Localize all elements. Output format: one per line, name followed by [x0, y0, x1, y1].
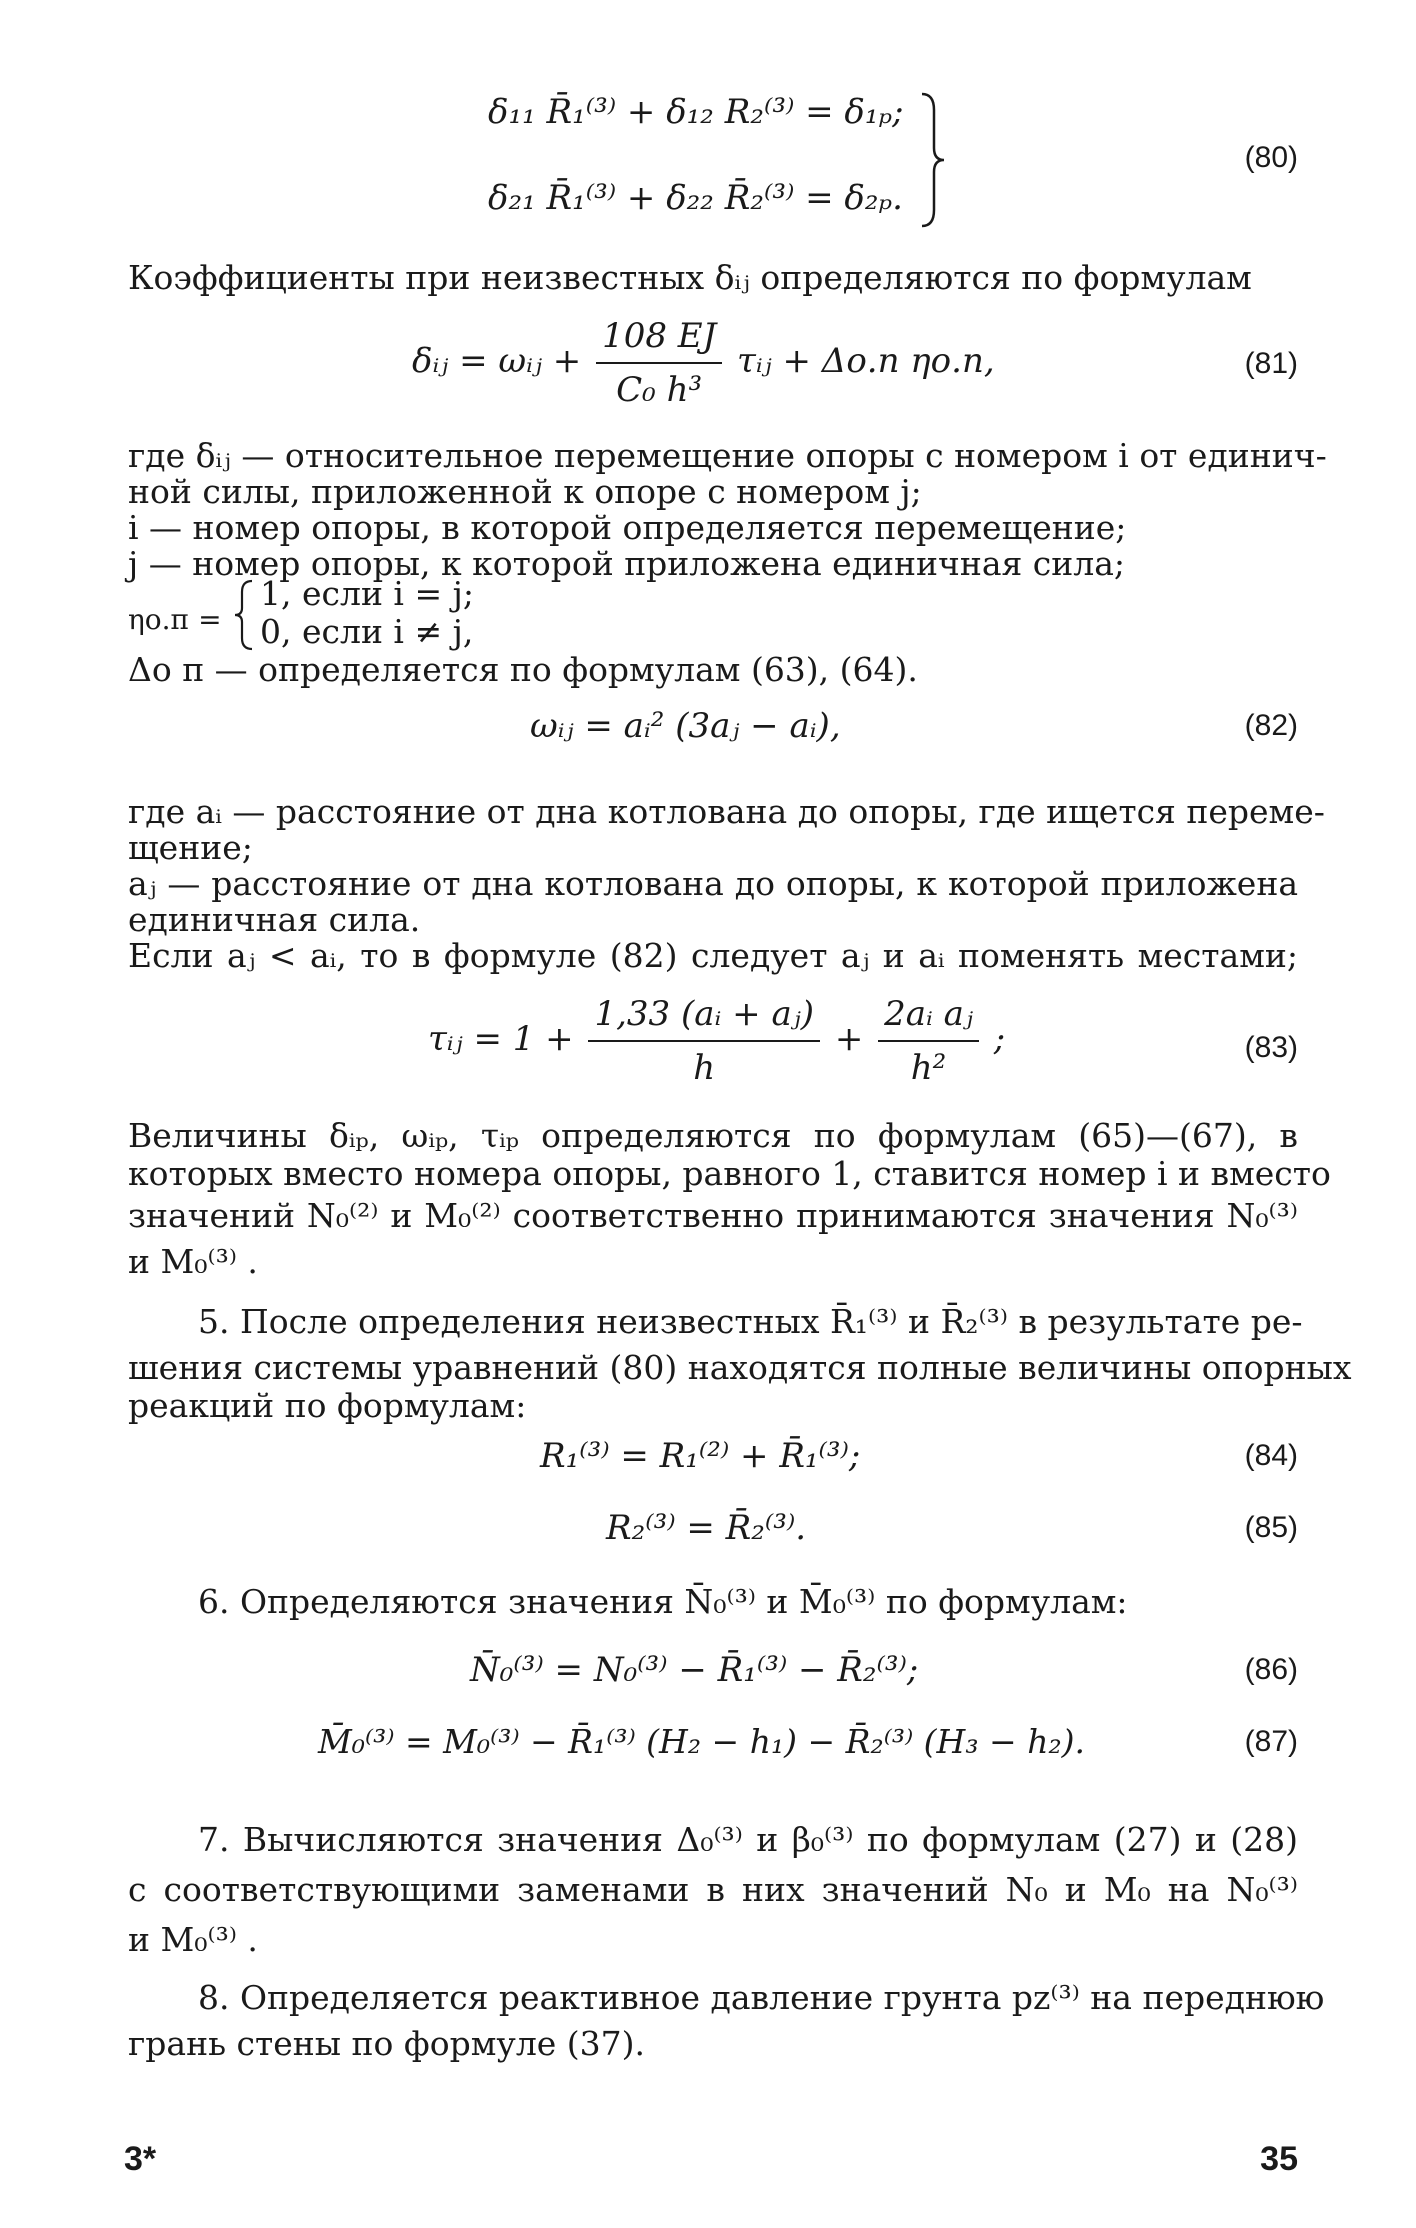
eq85: R₂⁽³⁾ = R̄₂⁽³⁾. [606, 1508, 807, 1548]
ai-line-4: единичная сила. [128, 900, 421, 939]
page-number: 35 [1260, 2140, 1298, 2178]
eq87-number: (87) [1244, 1725, 1298, 1758]
p8-line-2: грань стены по формуле (37). [128, 2024, 646, 2063]
p7-line-1: 7. Вычисляются значения Δ₀⁽³⁾ и β₀⁽³⁾ по формулам (27) и (28) [198, 1820, 1298, 1859]
eq81 [412, 312, 995, 414]
eta-case-2: 0, если i ≠ j, [260, 612, 474, 651]
eq80-line2: δ₂₁ R̄₁⁽³⁾ + δ₂₂ R̄₂⁽³⁾ = δ₂ₚ. [488, 178, 903, 218]
eq83-number: (83) [1244, 1031, 1298, 1064]
eq83-lhs: τᵢⱼ = 1 + [428, 1019, 574, 1059]
p5-line-2: шения системы уравнений (80) находятся полные величины опорных [128, 1348, 1352, 1387]
eq81-fraction [596, 312, 722, 414]
signature-mark: 3* [124, 2140, 157, 2178]
p8-line-1: 8. Определяется реактивное давление грунта pz⁽³⁾ на переднюю [198, 1978, 1325, 2017]
def-line-2: ной силы, приложенной к опоре с номером j; [128, 472, 922, 511]
eq83-denominator-1: h [693, 1048, 716, 1088]
eq84: R₁⁽³⁾ = R₁⁽²⁾ + R̄₁⁽³⁾; [540, 1436, 861, 1476]
eq84-number: (84) [1244, 1439, 1298, 1472]
ai-line-5: Если aⱼ < aᵢ, то в формуле (82) следует aⱼ и aᵢ поменять местами; [128, 936, 1298, 975]
def-line-4: j — номер опоры, к которой приложена единичная сила; [128, 544, 1126, 583]
ai-line-3: aⱼ — расстояние от дна котлована до опоры, к которой приложена [128, 864, 1298, 903]
eq86-number: (86) [1244, 1653, 1298, 1686]
eq87: M̄₀⁽³⁾ = M₀⁽³⁾ − R̄₁⁽³⁾ (H₂ − h₁) − R̄₂⁽³⁾ (H₃ − h₂). [318, 1722, 1086, 1761]
eq82-number: (82) [1244, 709, 1298, 742]
eq80-brace [918, 90, 948, 230]
def-line-3: i — номер опоры, в которой определяется перемещение; [128, 508, 1127, 547]
p7-line-3: и M₀⁽³⁾ . [128, 1920, 258, 1959]
eq83-denominator-2: h² [910, 1048, 947, 1088]
ai-line-2: щение; [128, 828, 253, 867]
p7-line-2: с соответствующими заменами в них значений N₀ и M₀ на N₀⁽³⁾ [128, 1870, 1298, 1909]
eq83-numerator-2: 2aᵢ aⱼ [878, 990, 979, 1042]
eq81-rhs: τᵢⱼ + Δо.п ηо.п, [737, 341, 995, 381]
eta-brace [232, 578, 256, 652]
ai-line-1: где aᵢ — расстояние от дна котлована до опоры, где ищется переме- [128, 792, 1325, 831]
eq83-numerator-1: 1,33 (aᵢ + aⱼ) [588, 990, 820, 1042]
p5-line-1: 5. После определения неизвестных R̄₁⁽³⁾ и R̄₂⁽³⁾ в результате ре- [198, 1302, 1303, 1341]
vel-line-2: которых вместо номера опоры, равного 1, ставится номер i и вместо [128, 1154, 1331, 1193]
vel-line-4: и M₀⁽³⁾ . [128, 1242, 258, 1281]
eq86: N̄₀⁽³⁾ = N₀⁽³⁾ − R̄₁⁽³⁾ − R̄₂⁽³⁾; [470, 1650, 919, 1690]
eq81-numerator: 108 EJ [596, 312, 722, 364]
delta-line: Δо п — определяется по формулам (63), (64). [128, 650, 918, 689]
eq81-number: (81) [1244, 347, 1298, 380]
p6-line: 6. Определяются значения N̄₀⁽³⁾ и M̄₀⁽³⁾ по формулам: [198, 1582, 1128, 1621]
p5-line-3: реакций по формулам: [128, 1386, 527, 1425]
coef-paragraph: Коэффициенты при неизвестных δᵢⱼ определяются по формулам [128, 258, 1252, 297]
eq83-tail: ; [993, 1019, 1006, 1059]
eq83-fraction-1 [588, 990, 820, 1092]
eq85-number: (85) [1244, 1511, 1298, 1544]
eq80-line1: δ₁₁ R̄₁⁽³⁾ + δ₁₂ R₂⁽³⁾ = δ₁ₚ; [488, 92, 904, 132]
eq81-lhs: δᵢⱼ = ωᵢⱼ + [412, 341, 582, 381]
def-line-1: где δᵢⱼ — относительное перемещение опоры с номером i от единич- [128, 436, 1327, 475]
eq81-denominator: C₀ h³ [616, 370, 703, 410]
eta-lhs: ηо.п = [128, 603, 222, 636]
vel-line-1: Величины δᵢₚ, ωᵢₚ, τᵢₚ определяются по формулам (65)—(67), в [128, 1116, 1298, 1155]
eq80-number: (80) [1244, 141, 1298, 174]
eq83: τᵢⱼ = 1 + $\frac{\text{1,33 (aᵢ + aⱼ)}}{h}$ + $\frac{\text{2aᵢ aⱼ}}{\text{h²}}$ ; [428, 990, 1005, 1092]
eq82: ωᵢⱼ = aᵢ² (3aⱼ − aᵢ), [530, 706, 841, 746]
eq83-fraction-2 [878, 990, 979, 1092]
eta-case-1: 1, если i = j; [260, 574, 474, 613]
vel-line-3: значений N₀⁽²⁾ и M₀⁽²⁾ соответственно принимаются значения N₀⁽³⁾ [128, 1196, 1298, 1235]
